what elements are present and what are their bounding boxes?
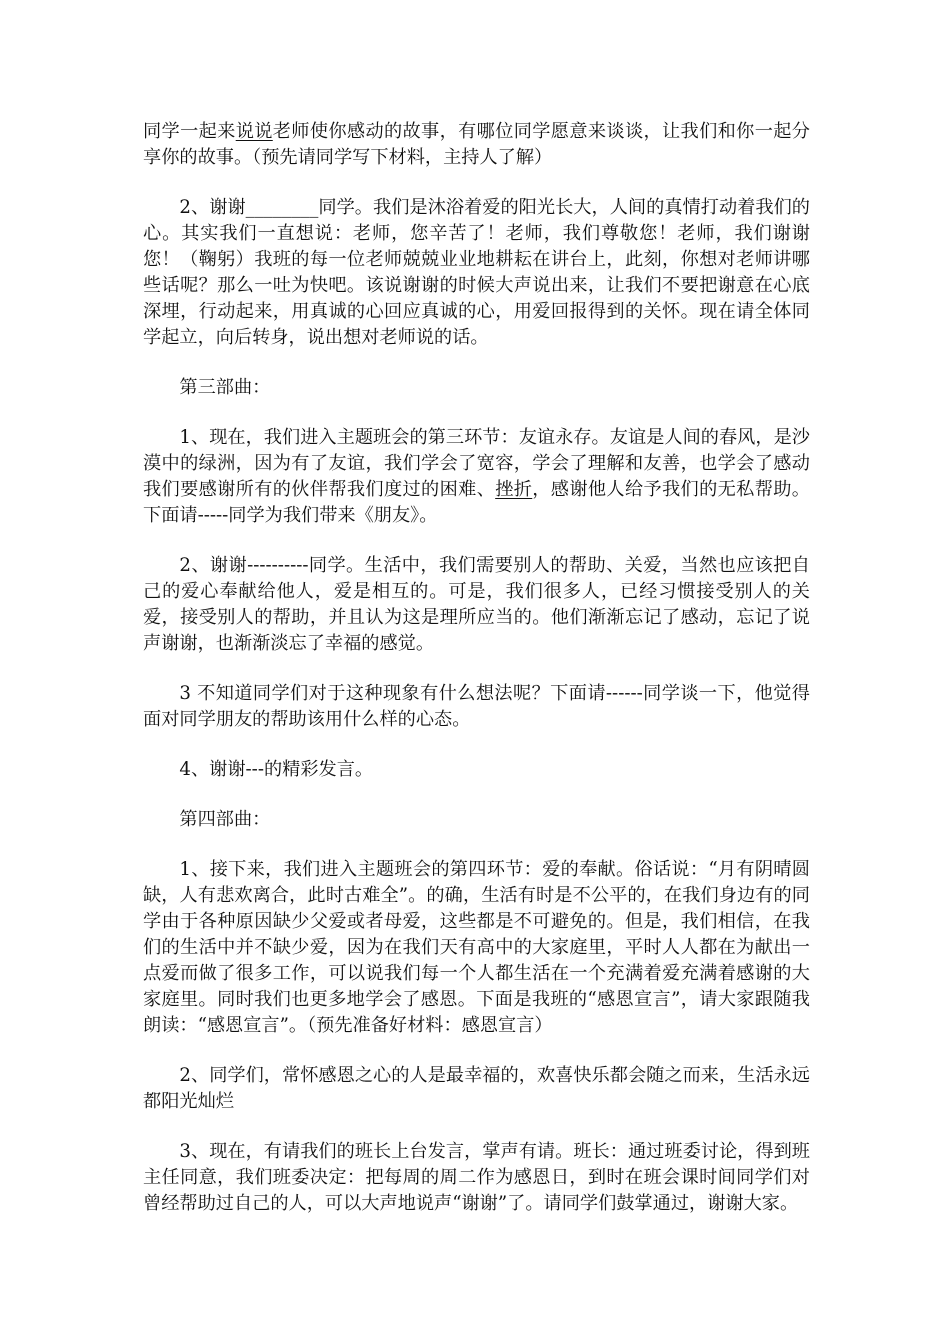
underlined-word: 挫折 (495, 479, 533, 500)
underlined-word: 说说 (235, 121, 273, 142)
document-body (143, 119, 810, 1241)
section-heading-part-three: 第三部曲： (179, 377, 271, 398)
paragraph-6: 3 不知道同学们对于这种现象有什么想法呢？下面请------同学谈一下，他觉得面对同学朋友的帮助该用什么样的心态。 (143, 683, 810, 730)
paragraph-4: 1、现在，我们进入主题班会的第三环节：友谊永存。友谊是人间的春风，是沙漠中的绿洲，因为有了友谊，我们学会了宽容，学会了理解和友善，也学会了感动我们要感谢所有的伙伴帮我们度过的困难、挫折，感谢他人给予我们的无私帮助。下面请-----同学为我们带来《朋友》。 (143, 427, 810, 526)
paragraph-5: 2、谢谢----------同学。生活中，我们需要别人的帮助、关爱，当然也应该把自己的爱心奉献给他人，爱是相互的。可是，我们很多人，已经习惯接受别人的关爱，接受别人的帮助，并且认为这是理所应当的。他们渐渐忘记了感动，忘记了说声谢谢，也渐渐淡忘了幸福的感觉。 (143, 555, 810, 654)
paragraph-1: 同学一起来说说老师使你感动的故事，有哪位同学愿意来谈谈，让我们和你一起分享你的故事。（预先请同学写下材料，主持人了解） (143, 121, 810, 168)
paragraph-7: 4、谢谢---的精彩发言。 (179, 759, 374, 780)
paragraph-10: 2、同学们，常怀感恩之心的人是最幸福的，欢喜快乐都会随之而来，生活永远都阳光灿烂 (143, 1065, 810, 1112)
section-heading-part-four: 第四部曲： (179, 809, 271, 830)
paragraph-11: 3、现在，有请我们的班长上台发言，掌声有请。班长：通过班委讨论，得到班主任同意，我们班委决定：把每周的周二作为感恩日，到时在班会课时间同学们对曾经帮助过自己的人，可以大声地说声“谢谢”了。请同学们鼓掌通过，谢谢大家。 (143, 1141, 810, 1214)
paragraph-9: 1、接下来，我们进入主题班会的第四环节：爱的奉献。俗话说：“月有阴晴圆缺，人有悲欢离合，此时古难全”。的确，生活有时是不公平的，在我们身边有的同学由于各种原因缺少父爱或者母爱，这些都是不可避免的。但是，我们相信，在我们的生活中并不缺少爱，因为在我们天有高中的大家庭里，平时人人都在为献出一点爱而做了很多工作，可以说我们每一个人都生活在一个充满着爱充满着感谢的大家庭里。同时我们也更多地学会了感恩。下面是我班的“感恩宣言”，请大家跟随我朗读：“感恩宣言”。（预先准备好材料：感恩宣言） (143, 859, 810, 1036)
paragraph-2: 2、谢谢________同学。我们是沐浴着爱的阳光长大，人间的真情打动着我们的心。其实我们一直想说：老师，您辛苦了！老师，我们尊敬您！老师，我们谢谢您！（鞠躬）我班的每一位老师兢兢业业地耕耘在讲台上，此刻，你想对老师讲哪些话呢？那么一吐为快吧。该说谢谢的时候大声说出来，让我们不要把谢意在心底深埋，行动起来，用真诚的心回应真诚的心，用爱回报得到的关怀。现在请全体同学起立，向后转身，说出想对老师说的话。 (143, 197, 810, 348)
